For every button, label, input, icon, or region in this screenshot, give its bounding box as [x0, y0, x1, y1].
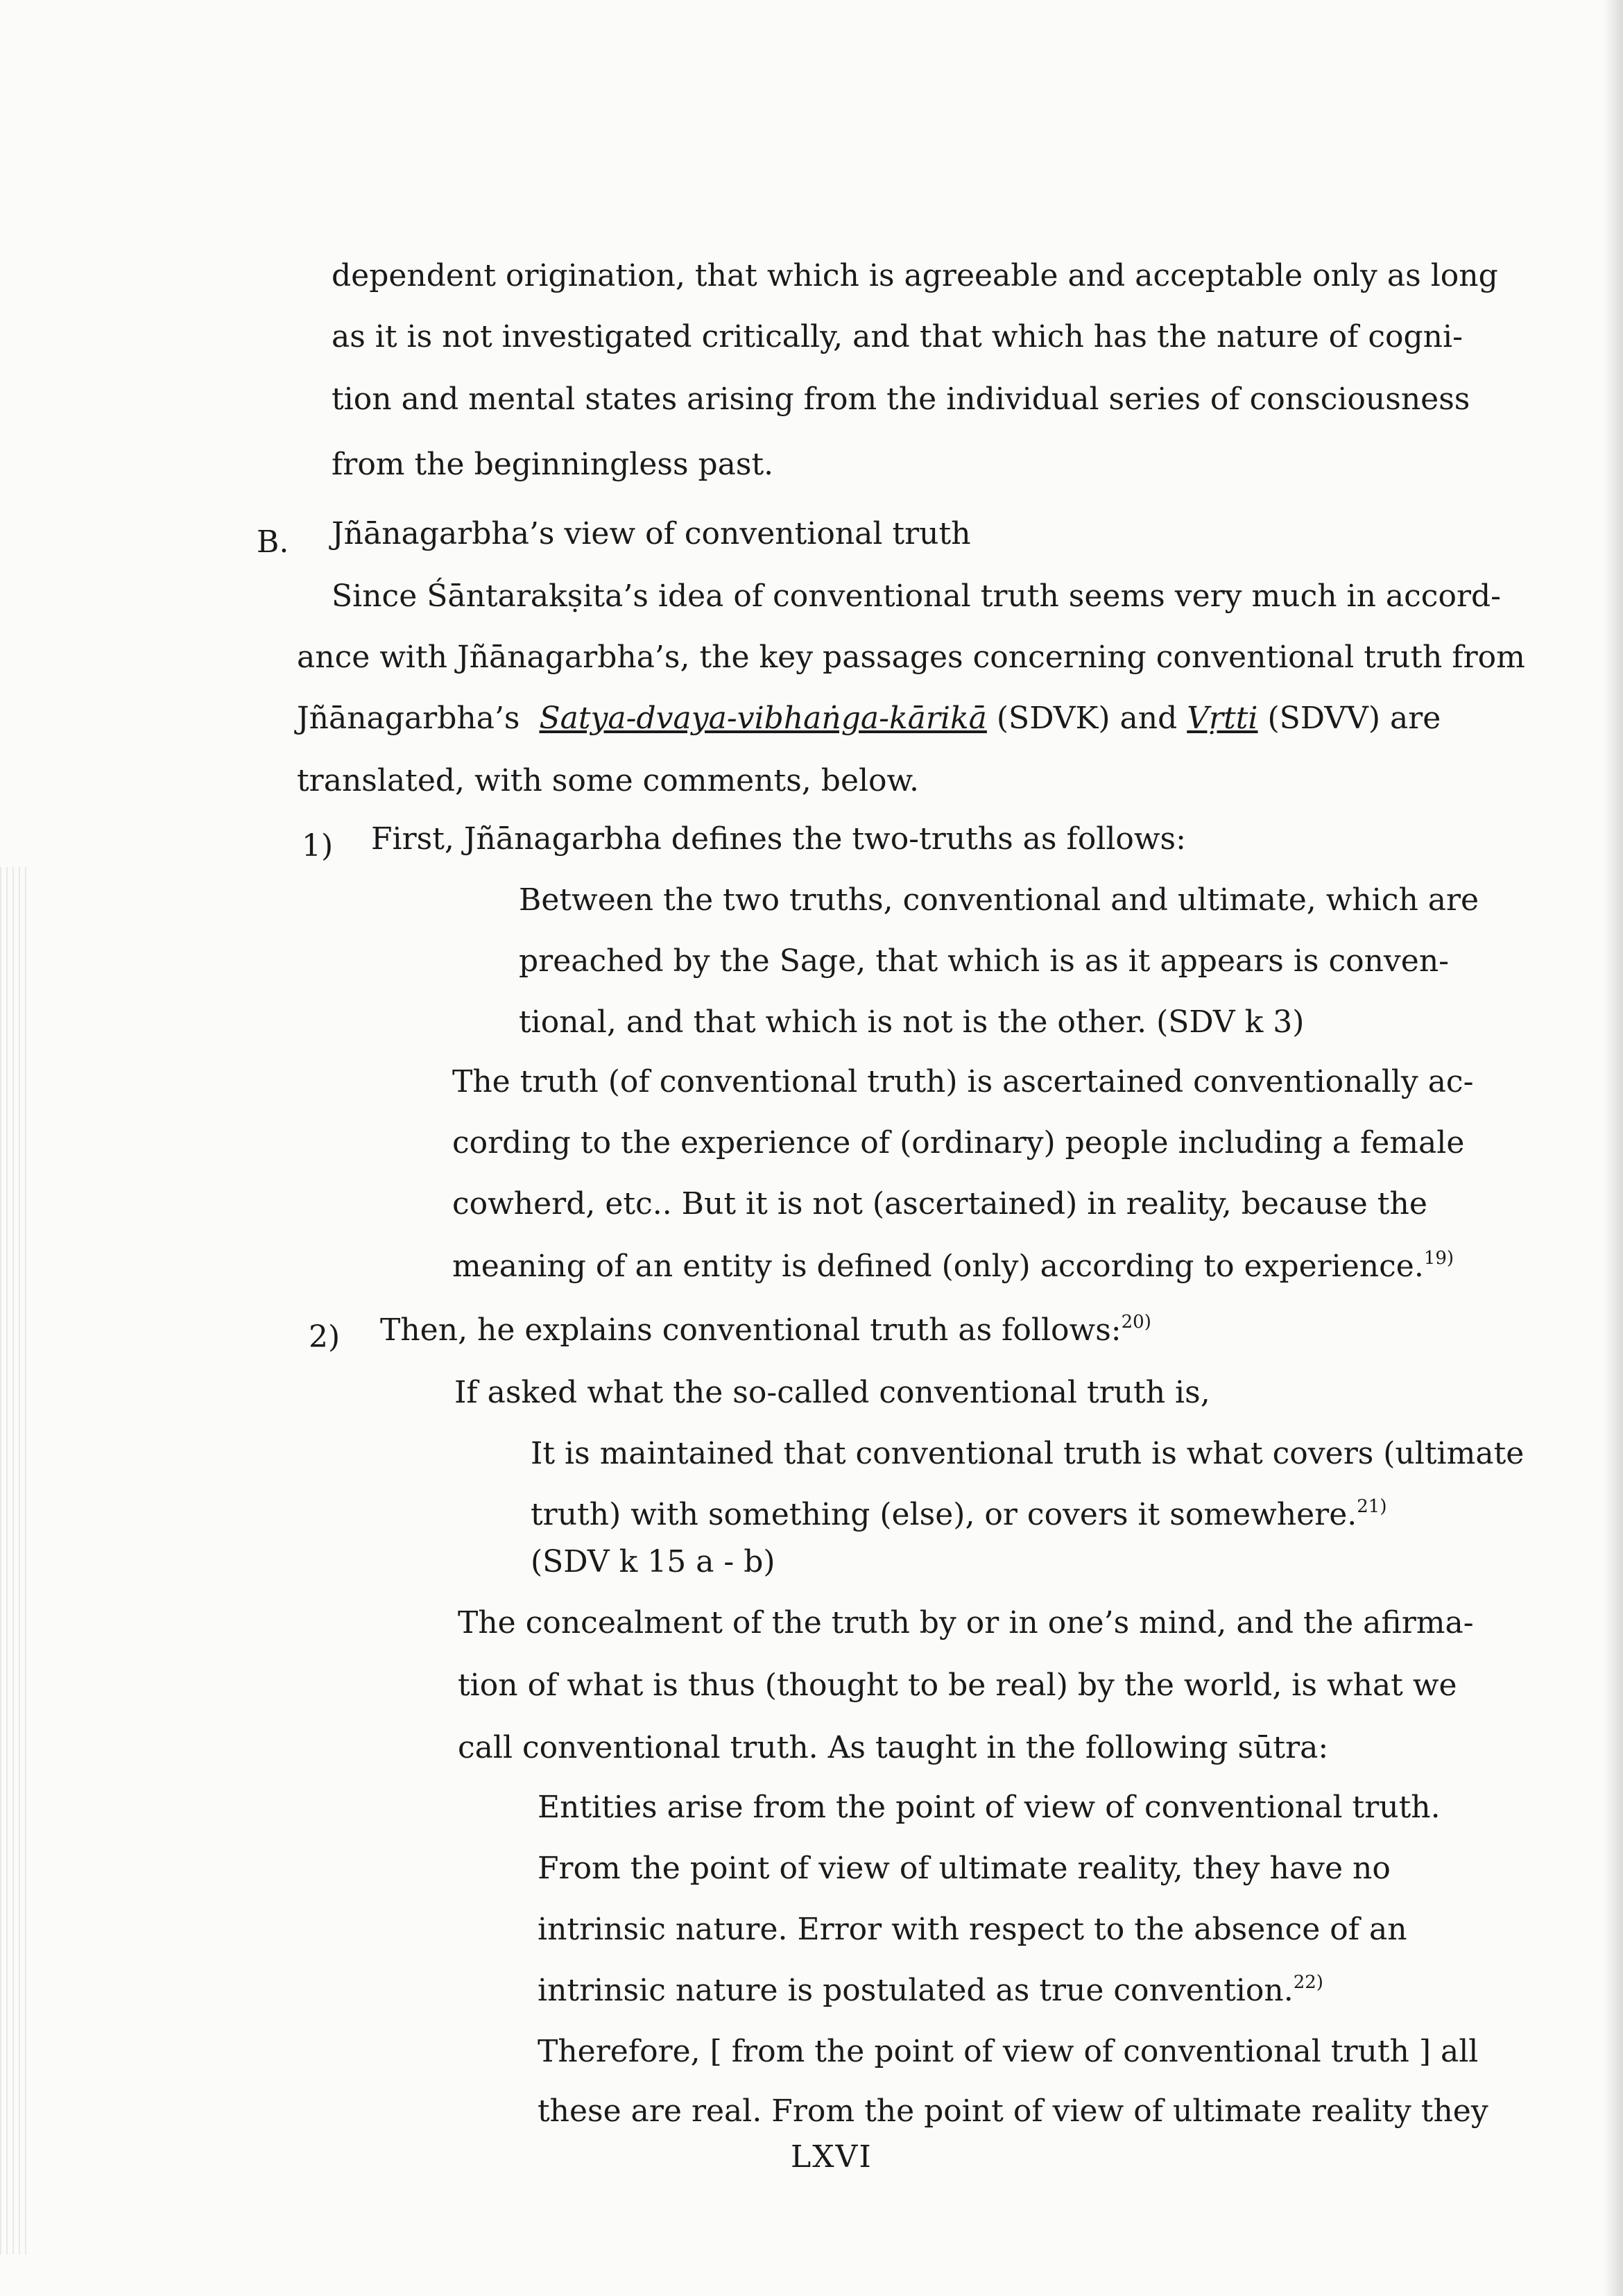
- page-number: LXVI: [791, 2139, 873, 2175]
- item1-comment-text: meaning of an entity is defined (only) according to experience.: [452, 1249, 1424, 1284]
- section-para-line-1: Since Śāntarakṣita’s idea of conventional truth seems very much in accord-: [332, 579, 1502, 614]
- binding-edge: [0, 867, 28, 2254]
- item2-number: 2): [309, 1319, 341, 1355]
- section-para-line-2: ance with Jñānagarbha’s, the key passages concerning conventional truth from: [297, 640, 1525, 675]
- section-para-text-c: (SDVV) are: [1267, 701, 1441, 736]
- section-para-line-4: translated, with some comments, below.: [297, 763, 919, 798]
- item1-comment-line-4: [452, 1246, 1454, 1287]
- section-para-line-3: [297, 698, 1441, 739]
- item1-comment-line-3: cowherd, etc.. But it is not (ascertained) in reality, because the: [452, 1186, 1427, 1222]
- item2-comment-line-2: tion of what is thus (thought to be real) by the world, is what we: [458, 1668, 1457, 1703]
- section-label: B.: [257, 524, 289, 560]
- footnote-ref-22: 22): [1293, 1972, 1323, 1993]
- item2-verse-line-1: It is maintained that conventional truth is what covers (ultimate: [531, 1436, 1525, 1471]
- item1-number: 1): [302, 828, 334, 864]
- item2-sutra-line-2: From the point of view of ultimate reality, they have no: [538, 1851, 1391, 1886]
- item1-text: First, Jñānagarbha defines the two-truths as follows:: [371, 821, 1186, 857]
- item2-text: Then, he explains conventional truth as follows:: [380, 1312, 1122, 1348]
- item1-comment-line-1: The truth (of conventional truth) is ascertained conventionally ac-: [452, 1064, 1474, 1099]
- footnote-ref-19: 19): [1423, 1248, 1454, 1269]
- item2-sutra-line-5: Therefore, [ from the point of view of conventional truth ] all: [538, 2034, 1479, 2069]
- item1-quote-line-3: tional, and that which is not is the other. (SDV k 3): [519, 1004, 1305, 1040]
- sdvk-title: Satya-dvaya-vibhaṅga-kārikā: [539, 701, 987, 736]
- item2-text-line: [380, 1310, 1151, 1351]
- item1-quote-line-1: Between the two truths, conventional and ultimate, which are: [519, 882, 1479, 918]
- item1-quote-line-2: preached by the Sage, that which is as it appears is conven-: [519, 943, 1450, 979]
- vrtti-title: Vṛtti: [1187, 701, 1258, 736]
- item2-comment-line-3: call conventional truth. As taught in the following sūtra:: [458, 1730, 1329, 1765]
- item1-comment-line-2: cording to the experience of (ordinary) people including a female: [452, 1125, 1465, 1160]
- intro-line-2: as it is not investigated critically, and that which has the nature of cogni-: [332, 319, 1463, 354]
- page-edge-shadow: [1604, 0, 1623, 2296]
- item2-verse-ref: (SDV k 15 a - b): [531, 1544, 775, 1579]
- item2-sutra-text: intrinsic nature is postulated as true convention.: [538, 1973, 1294, 2008]
- item2-verse-line-2: [531, 1494, 1386, 1536]
- item2-sutra-line-1: Entities arise from the point of view of conventional truth.: [538, 1790, 1441, 1825]
- section-para-text-a: Jñānagarbha’s: [297, 701, 520, 736]
- item2-sutra-line-3: intrinsic nature. Error with respect to the absence of an: [538, 1912, 1407, 1947]
- section-para-text-b: (SDVK) and: [996, 701, 1178, 736]
- footnote-ref-20: 20): [1121, 1312, 1151, 1333]
- item2-sutra-line-6: these are real. From the point of view of ultimate reality they: [538, 2093, 1488, 2129]
- item2-sutra-line-4: [538, 1970, 1323, 2012]
- footnote-ref-21: 21): [1357, 1496, 1387, 1517]
- section-heading: Jñānagarbha’s view of conventional truth: [332, 516, 971, 551]
- item2-verse-text: truth) with something (else), or covers it somewhere.: [531, 1497, 1357, 1532]
- intro-line-3: tion and mental states arising from the individual series of consciousness: [332, 382, 1470, 417]
- item2-comment-line-1: The concealment of the truth by or in one’s mind, and the afirma-: [458, 1605, 1474, 1640]
- item2-question-intro: If asked what the so-called conventional truth is,: [454, 1375, 1210, 1410]
- intro-line-1: dependent origination, that which is agreeable and acceptable only as long: [332, 258, 1498, 293]
- intro-line-4: from the beginningless past.: [332, 447, 774, 482]
